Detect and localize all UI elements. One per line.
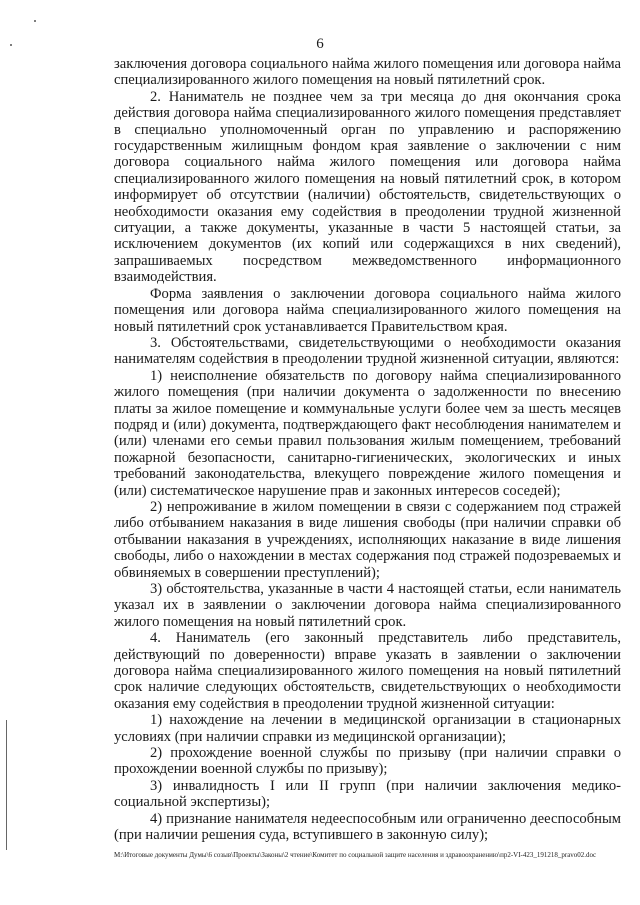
paragraph-continuation: заключения договора социального найма жилого помещения или договора найма специализированного жилого помещения на новый пятилетний срок. — [114, 56, 621, 89]
list-item-4-4: 4) признание нанимателя недееспособным или ограниченно дееспособным (при наличии решения суда, вступившего в законную силу); — [114, 810, 621, 844]
list-item-4-2: 2) прохождение военной службы по призыву (при наличии справки о прохождении военной службы по призыву); — [114, 745, 621, 778]
list-item-3-2: 2) непроживание в жилом помещении в связи с содержанием под стражей либо отбыванием наказания в виде лишения свободы (при наличии справки об отбывании наказания в учреждениях, исполняющих наказание в виде лишения свободы, либо о нахождении в местах содержания под стражей подозреваемых и обвиняемых в совершении преступлений); — [114, 498, 621, 581]
scan-edge-mark — [6, 720, 7, 850]
scan-artifact — [34, 20, 36, 22]
list-item-4-1: 1) нахождение на лечении в медицинской организации в стационарных условиях (при наличии справки из медицинской организации); — [114, 712, 621, 745]
list-item-3-1: 1) неисполнение обязательств по договору найма специализированного жилого помещения (при наличии документа о задолженности по внесению платы за жилое помещение и коммунальные услуги более чем за шесть месяцев подряд и (или) документа, подтверждающего факт несоблюдения нанимателем и (или) членами его семьи правил пользования жилым помещением, требований пожарной безопасности, санитарно-гигиенических, экологических и иных требований законодательства, влекущего повреждение жилого помещения и (или) систематическое нарушение прав и законных интересов соседей); — [114, 367, 621, 499]
list-item-4-3: 3) инвалидность I или II групп (при наличии заключения медико-социальной экспертизы); — [114, 777, 621, 811]
paragraph-part-3: 3. Обстоятельствами, свидетельствующими о необходимости оказания нанимателям содействия в преодолении трудной жизненной ситуации, являются: — [114, 334, 621, 368]
paragraph-part-2: 2. Наниматель не позднее чем за три месяца до дня окончания срока действия договора найма специализированного жилого помещения представляет в специально уполномоченный орган по управлению и распоряжению государственным жилищным фондом края заявление о заключении с ним договора социального найма жилого помещения или договора найма специализированного жилого помещения на новый пятилетний срок, в котором информирует об отсутствии (наличии) обстоятельств, свидетельствующих о необходимости оказания ему содействия в преодолении трудной жизненной ситуации, а также документы, указанные в части 5 настоящей статьи, за исключением документов (их копий или содержащихся в них сведений), запрашиваемых посредством межведомственного информационного взаимодействия. — [114, 88, 621, 286]
paragraph-application-form: Форма заявления о заключении договора социального найма жилого помещения или договора найма специализированного жилого помещения на новый пятилетний срок устанавливается Правительством края. — [114, 285, 621, 335]
file-path-footer: М:\Итоговые документы Думы\6 созыв\Проекты\Законы\2 чтение\Комитет по социальной защите населения и здравоохранению\пр2-VI-423_191218_pravo02.doc — [114, 851, 597, 859]
page-number: 6 — [316, 36, 324, 52]
paragraph-part-4: 4. Наниматель (его законный представитель либо представитель, действующий по доверенности) вправе указать в заявлении о заключении договора найма специализированного жилого помещения на новый пятилетний срок наличие следующих обстоятельств, свидетельствующих о необходимости оказания ему содействия в преодолении трудной жизненной ситуации: — [114, 630, 621, 712]
document-body — [114, 56, 621, 844]
list-item-3-3: 3) обстоятельства, указанные в части 4 настоящей статьи, если наниматель указал их в заявлении о заключении договора найма специализированного жилого помещения на новый пятилетний срок. — [114, 581, 621, 630]
scan-artifact — [10, 44, 12, 46]
